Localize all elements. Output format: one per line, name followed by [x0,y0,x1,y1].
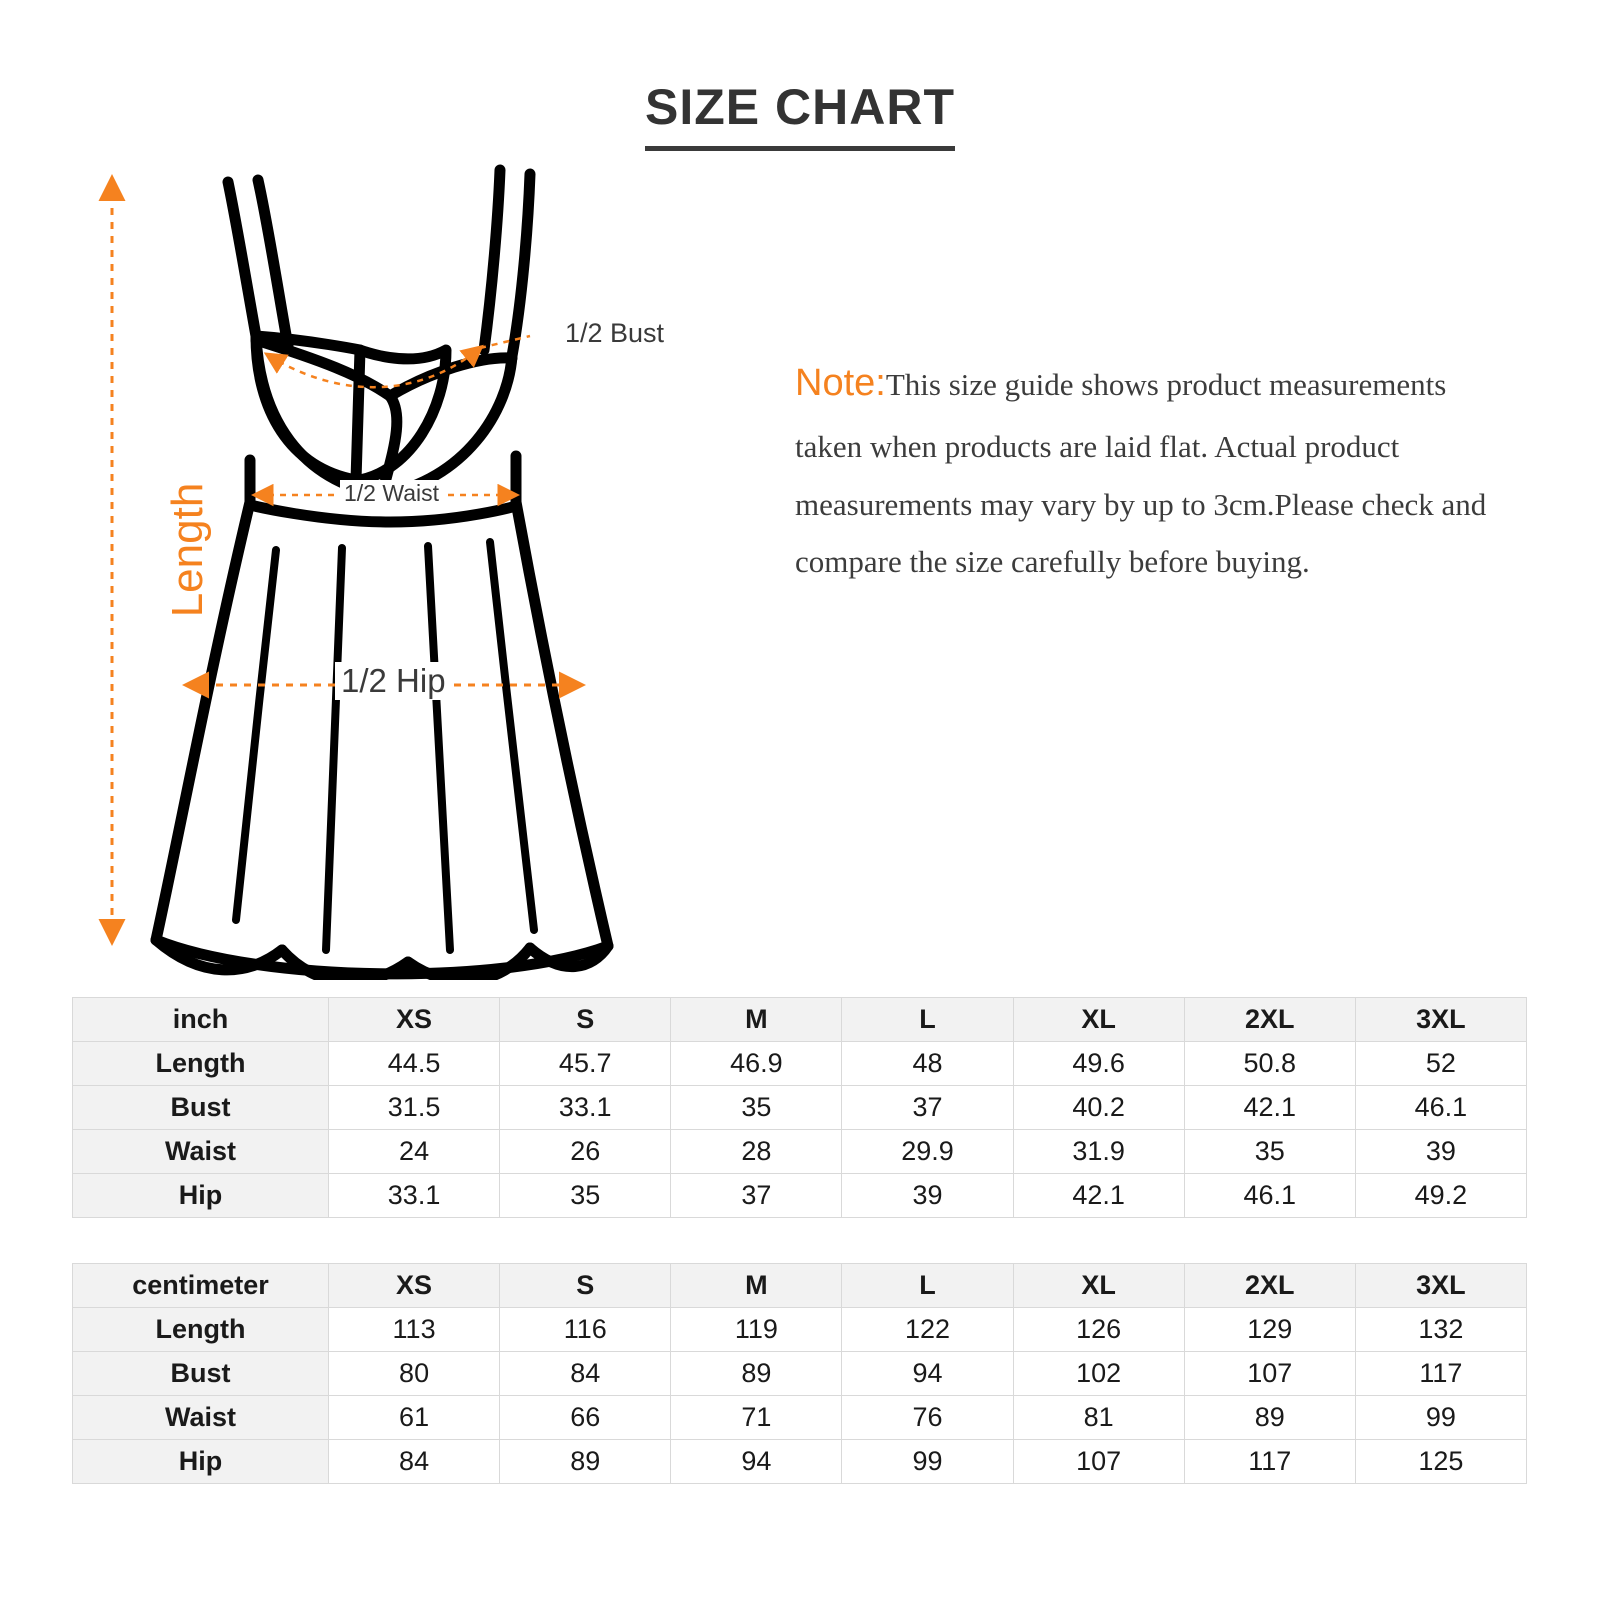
size-header-cm-xl: XL [1013,1264,1184,1308]
cell-cm-hip-xl: 107 [1013,1440,1184,1484]
size-header-cm-2xl: 2XL [1184,1264,1355,1308]
row-label-length: Length [73,1042,329,1086]
cell-cm-bust-xl: 102 [1013,1352,1184,1396]
cell-cm-hip-3xl: 125 [1355,1440,1526,1484]
size-header-cm-l: L [842,1264,1013,1308]
table-row [73,1440,1527,1484]
cell-inch-hip-xs: 33.1 [329,1174,500,1218]
size-header-cm-s: S [500,1264,671,1308]
cell-cm-waist-m: 71 [671,1396,842,1440]
row-label-hip: Hip [73,1174,329,1218]
cell-inch-length-xl: 49.6 [1013,1042,1184,1086]
cell-cm-bust-l: 94 [842,1352,1013,1396]
cell-cm-bust-s: 84 [500,1352,671,1396]
bust-measure-label: 1/2 Bust [565,318,665,348]
size-header-cm-3xl: 3XL [1355,1264,1526,1308]
table-header-row [73,1264,1527,1308]
size-header-cm-xs: XS [329,1264,500,1308]
cell-cm-length-s: 116 [500,1308,671,1352]
cell-inch-bust-3xl: 46.1 [1355,1086,1526,1130]
note-block [795,348,1515,590]
cell-inch-waist-2xl: 35 [1184,1130,1355,1174]
cell-inch-bust-2xl: 42.1 [1184,1086,1355,1130]
cell-cm-bust-3xl: 117 [1355,1352,1526,1396]
size-header-xs: XS [329,998,500,1042]
cell-cm-hip-xs: 84 [329,1440,500,1484]
unit-label-centimeter: centimeter [73,1264,329,1308]
page-title: SIZE CHART [645,78,955,151]
cell-cm-length-m: 119 [671,1308,842,1352]
cell-cm-hip-m: 94 [671,1440,842,1484]
cell-inch-hip-m: 37 [671,1174,842,1218]
cell-inch-length-s: 45.7 [500,1042,671,1086]
cell-inch-bust-l: 37 [842,1086,1013,1130]
waist-measure-label: 1/2 Waist [340,480,443,507]
table-row [73,1042,1527,1086]
cell-cm-waist-l: 76 [842,1396,1013,1440]
size-table-inch-body [73,998,1527,1218]
page-title-wrap [0,78,1600,151]
note-heading: Note: [795,362,886,404]
dress-outline [156,170,608,980]
unit-label-inch: inch [73,998,329,1042]
size-header-m: M [671,998,842,1042]
cell-inch-hip-xl: 42.1 [1013,1174,1184,1218]
cell-cm-waist-2xl: 89 [1184,1396,1355,1440]
cell-inch-bust-s: 33.1 [500,1086,671,1130]
cell-cm-waist-xl: 81 [1013,1396,1184,1440]
table-row [73,1130,1527,1174]
cell-inch-waist-xl: 31.9 [1013,1130,1184,1174]
table-row [73,1308,1527,1352]
size-header-xl: XL [1013,998,1184,1042]
cell-cm-length-3xl: 132 [1355,1308,1526,1352]
row-label-cm-hip: Hip [73,1440,329,1484]
cell-cm-length-2xl: 129 [1184,1308,1355,1352]
note-body: This size guide shows product measurements taken when products are laid flat. Actual product measurements may vary by up to 3cm.Please check and compare the size carefully before buying. [795,367,1487,579]
cell-cm-hip-2xl: 117 [1184,1440,1355,1484]
cell-inch-waist-s: 26 [500,1130,671,1174]
cell-inch-length-xs: 44.5 [329,1042,500,1086]
cell-inch-bust-xl: 40.2 [1013,1086,1184,1130]
cell-inch-hip-3xl: 49.2 [1355,1174,1526,1218]
cell-inch-length-l: 48 [842,1042,1013,1086]
row-label-cm-length: Length [73,1308,329,1352]
cell-cm-waist-3xl: 99 [1355,1396,1526,1440]
cell-cm-waist-xs: 61 [329,1396,500,1440]
cell-cm-bust-m: 89 [671,1352,842,1396]
size-table-inch [72,997,1527,1218]
cell-cm-hip-s: 89 [500,1440,671,1484]
size-header-3xl: 3XL [1355,998,1526,1042]
cell-inch-hip-s: 35 [500,1174,671,1218]
cell-cm-length-l: 122 [842,1308,1013,1352]
length-measure-label: Length [163,482,212,618]
cell-inch-bust-m: 35 [671,1086,842,1130]
size-header-s: S [500,998,671,1042]
dress-illustration [60,150,760,980]
cell-inch-hip-2xl: 46.1 [1184,1174,1355,1218]
table-row [73,1086,1527,1130]
cell-cm-waist-s: 66 [500,1396,671,1440]
row-label-cm-bust: Bust [73,1352,329,1396]
cell-inch-waist-xs: 24 [329,1130,500,1174]
table-row [73,1396,1527,1440]
cell-inch-waist-l: 29.9 [842,1130,1013,1174]
size-table-centimeter [72,1263,1527,1484]
table-row [73,1352,1527,1396]
cell-inch-hip-l: 39 [842,1174,1013,1218]
table-header-row [73,998,1527,1042]
cell-cm-bust-xs: 80 [329,1352,500,1396]
cell-inch-bust-xs: 31.5 [329,1086,500,1130]
cell-inch-length-2xl: 50.8 [1184,1042,1355,1086]
cell-cm-bust-2xl: 107 [1184,1352,1355,1396]
row-label-cm-waist: Waist [73,1396,329,1440]
cell-inch-length-3xl: 52 [1355,1042,1526,1086]
cell-cm-length-xl: 126 [1013,1308,1184,1352]
size-header-2xl: 2XL [1184,998,1355,1042]
cell-inch-length-m: 46.9 [671,1042,842,1086]
row-label-bust: Bust [73,1086,329,1130]
row-label-waist: Waist [73,1130,329,1174]
size-header-l: L [842,998,1013,1042]
cell-inch-waist-m: 28 [671,1130,842,1174]
hip-measure-label: 1/2 Hip [335,662,452,700]
cell-cm-length-xs: 113 [329,1308,500,1352]
cell-inch-waist-3xl: 39 [1355,1130,1526,1174]
size-table-centimeter-body [73,1264,1527,1484]
size-header-cm-m: M [671,1264,842,1308]
table-row [73,1174,1527,1218]
cell-cm-hip-l: 99 [842,1440,1013,1484]
